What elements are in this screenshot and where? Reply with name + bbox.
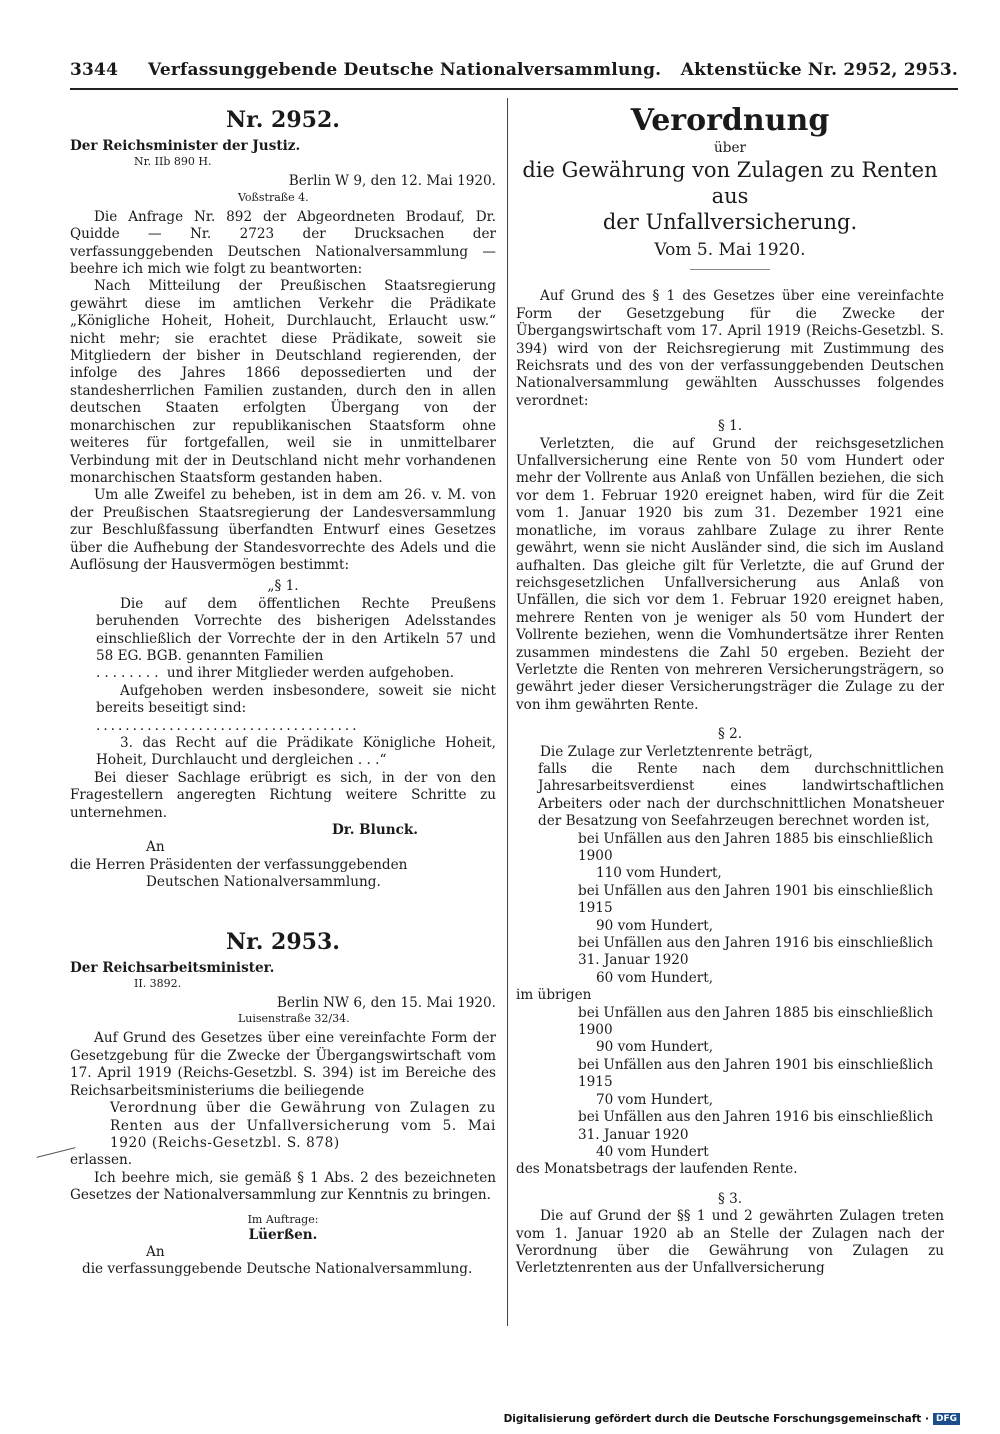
doc-2952-quote	[70, 596, 496, 770]
doc-2953-quote: Verordnung über die Gewährung von Zulagen zu Renten aus der Unfallversicherung vom 5. Mai 1920 (Reichs-Gesetzbl. S. 878)	[110, 1100, 496, 1151]
doc-2952-addr-an: An	[146, 839, 165, 856]
page-header	[70, 60, 958, 88]
section-2-value-a1: 110 vom Hundert,	[596, 865, 722, 882]
section-1-heading: § 1.	[717, 418, 743, 435]
doc-2952-addr-line2: Deutschen Nationalversammlung.	[146, 874, 381, 891]
doc-2952-para2: Um alle Zweifel zu beheben, ist in dem am 26. v. M. von der Preußischen Staatsregierung der Landesversammlung zur Beschlußfassung überfandten Entwurf eines Gesetzes über die Aufhebung der Standesvorrechte des Adels und die Auflösung der Hausvermögen bestimmt:	[70, 487, 496, 573]
quote-para1-tail: und ihrer Mitglieder werden aufgehoben.	[166, 665, 455, 682]
section-2-intro: Die Zulage zur Verletztenrente beträgt,	[540, 743, 813, 760]
doc-2953-addr-line: die verfassunggebende Deutsche Nationalversammlung.	[82, 1261, 473, 1278]
ordinance-title: Verordnung	[630, 103, 830, 138]
header-rule	[70, 88, 958, 90]
doc-2952-street: Voßstraße 4.	[238, 190, 309, 204]
doc-2953-street: Luisenstraße 32/34.	[238, 1012, 350, 1026]
section-2-range-a1: bei Unfällen aus den Jahren 1885 bis einschließlich 1900	[578, 830, 934, 864]
section-2-range-b2: bei Unfällen aus den Jahren 1901 bis einschließlich 1915	[578, 1056, 934, 1091]
doc-2952-file-no: Nr. IIb 890 H.	[134, 155, 212, 169]
doc-2952-signature: Dr. Blunck.	[332, 822, 419, 839]
section-2-value-b1: 90 vom Hundert,	[596, 1039, 714, 1056]
right-column	[516, 98, 944, 1278]
ordinance-subtitle-1: die Gewährung von Zulagen zu Renten aus	[522, 158, 938, 209]
section-2-heading: § 2.	[717, 726, 743, 743]
quote-ellipsis: ........	[96, 665, 163, 682]
doc-2953-para1: Auf Grund des Gesetzes über eine vereinfachte Form der Gesetzgebung für die Zwecke der Übergangswirtschaft vom 17. April 1919 (Reichs-Gesetzbl. S. 394) ist im Bereiche des Reichsarbeitsministeriums die beiliegende	[70, 1030, 496, 1099]
quote-para1-end	[96, 665, 496, 682]
doc-2953-erlassen: erlassen.	[70, 1152, 133, 1169]
doc-2953-file-no: II. 3892.	[134, 977, 182, 991]
quote-para1: Die auf dem öffentlichen Rechte Preußens beruhenden Vorrechte des bisherigen Adelsstandes einschließlich der Vorrechte der in den Artikeln 57 und 58 EG. BGB. genannten Familien	[96, 595, 496, 664]
doc-2952-intro: Die Anfrage Nr. 892 der Abgeordneten Brodauf, Dr. Quidde — Nr. 2723 der Drucksachen der verfassunggebenden Deutschen Nationalversammlung — beehre ich mich wie folgt zu beantworten:	[70, 208, 496, 278]
column-divider	[507, 98, 508, 1326]
doc-2953-number: Nr. 2953.	[226, 928, 340, 955]
running-title: Verfassunggebende Deutsche Nationalversammlung.	[148, 60, 662, 80]
doc-2952-place-date: Berlin W 9, den 12. Mai 1920.	[288, 173, 496, 190]
doc-2953-sender: Der Reichsarbeitsminister.	[70, 959, 275, 976]
section-2-value-b3: 40 vom Hundert	[596, 1143, 709, 1160]
title-rule	[690, 269, 770, 270]
doc-2952-quote-section: „§ 1.	[267, 578, 299, 595]
footer-credit	[504, 1413, 960, 1425]
doc-2953-signature: Lüerßen.	[248, 1226, 318, 1243]
section-2-range-b1: bei Unfällen aus den Jahren 1885 bis einschließlich 1900	[578, 1004, 934, 1039]
doc-2953-para2: Ich beehre mich, sie gemäß § 1 Abs. 2 des bezeichneten Gesetzes der Nationalversammlung zur Kenntnis zu bringen.	[70, 1169, 496, 1204]
section-2-range-b3: bei Unfällen aus den Jahren 1916 bis einschließlich 31. Januar 1920	[578, 1109, 934, 1143]
quote-para3: 3. das Recht auf die Prädikate Königliche Hoheit, Hoheit, Durchlaucht und dergleichen . . .“	[96, 735, 496, 769]
doc-2952-para1: Nach Mitteilung der Preußischen Staatsregierung gewährt diese im amtlichen Verkehr die Prädikate „Königliche Hoheit, Hoheit, Durchlaucht, Erlaucht usw.“ nicht mehr; sie erachtet diese Prädikate, soweit sie Mitgliedern der bisher in Deutschland regierenden, der infolge des Jahres 1866 depossedierten und der standesherrlichen Familien zustanden, durch den in allen deutschen Staaten erfolgten Übergang von der monarchischen zur republikanischen Staatsform ohne weiteres für fortgefallen, weil sie in unmittelbarer Verbindung mit der in Deutschland nicht mehr vorhandenen monarchischen Staatsform gestanden haben.	[70, 278, 496, 486]
section-2-condition: falls die Rente nach dem durchschnittlichen Jahresarbeitsverdienst eines landwirtschaftlichen Arbeiters oder nach der durchschnittlichen Monatsheuer der Besatzung von Seefahrzeugen berechnet worden ist,	[538, 760, 944, 830]
section-3-text: Die auf Grund der §§ 1 und 2 gewährten Zulagen treten vom 1. Januar 1920 ab an Stelle der Zulagen nach der Verordnung über die Gewährung von Zulagen zu Verletztenrenten aus der Unfallversicherung	[516, 1208, 944, 1277]
doc-2952-addr-line1: die Herren Präsidenten der verfassunggebenden	[70, 856, 408, 873]
doc-2952-number: Nr. 2952.	[226, 107, 340, 133]
doc-2953-place-date: Berlin NW 6, den 15. Mai 1920.	[276, 995, 496, 1012]
quote-para2: Aufgehoben werden insbesondere, soweit sie nicht bereits beseitigt sind:	[96, 682, 496, 717]
dfg-logo: DFG	[933, 1413, 960, 1425]
section-2-range-a3: bei Unfällen aus den Jahren 1916 bis einschließlich 31. Januar 1920	[578, 935, 934, 969]
ordinance-subtitle-2: der Unfallversicherung.	[602, 210, 858, 235]
ordinance-date: Vom 5. Mai 1920.	[654, 240, 806, 261]
doc-2952-sender: Der Reichsminister der Justiz.	[70, 138, 301, 154]
section-2-range-a2: bei Unfällen aus den Jahren 1901 bis einschließlich 1915	[578, 882, 934, 917]
doc-2953-im-auftrage: Im Auftrage:	[247, 1212, 319, 1226]
quote-dots-line: ....................................	[96, 717, 360, 734]
ordinance-ueber: über	[714, 140, 746, 156]
section-2-value-b2: 70 vom Hundert,	[596, 1091, 714, 1108]
doc-2952-para3: Bei dieser Sachlage erübrigt es sich, in der von den Fragestellern angeregten Richtung weitere Schritte zu unternehmen.	[70, 769, 496, 821]
footer-text: Digitalisierung gefördert durch die Deutsche Forschungsgemeinschaft ·	[503, 1413, 929, 1425]
section-3-heading: § 3.	[717, 1190, 743, 1207]
page-number: 3344	[70, 60, 119, 80]
section-1-text: Verletzten, die auf Grund der reichsgesetzlichen Unfallversicherung eine Rente von 50 vom Hundert oder mehr der Vollrente aus Anlaß von Unfällen beziehen, die sich vor dem 1. Februar 1920 ereignet haben, wird für die Zeit vom 1. Januar 1920 bis zum 31. Dezember 1921 eine monatliche, im voraus zahlbare Zulage zu ihrer Rente gewährt, wenn sie nicht Ausländer sind, die sich im Ausland aufhalten. Das gleiche gilt für Verletzte, die auf Grund der reichsgesetzlichen Unfallversicherung aus Anlaß von Unfällen, die sich vor dem 1. Februar 1920 ereignet haben, mehrere Renten von je weniger als 50 vom Hundert der Vollrente beziehen, wenn die Vomhundertsätze ihrer Renten zusammen mindestens die Zahl 50 ergeben. Bezieht der Verletzte die Renten von mehreren Versicherungsträgern, so gewährt jeder dieser Versicherungsträger die Zulage zu der von ihm gewährten Rente.	[516, 435, 944, 713]
section-2-else: im übrigen	[516, 987, 592, 1004]
section-2-end: des Monatsbetrags der laufenden Rente.	[516, 1161, 798, 1178]
section-2-value-a3: 60 vom Hundert,	[596, 969, 714, 986]
section-2-value-a2: 90 vom Hundert,	[596, 917, 714, 934]
left-column	[70, 98, 496, 1279]
document-reference: Aktenstücke Nr. 2952, 2953.	[680, 60, 958, 80]
doc-2953-addr-an: An	[146, 1243, 165, 1260]
ordinance-intro: Auf Grund des § 1 des Gesetzes über eine vereinfachte Form der Gesetzgebung für die Zwecke der Übergangswirtschaft vom 17. April 1919 (Reichs-Gesetzbl. S. 394) wird von der Reichsregierung mit Zustimmung des Reichsrats und des von der verfassunggebenden Deutschen Nationalversammlung gewählten Ausschusses folgendes verordnet:	[516, 288, 944, 409]
